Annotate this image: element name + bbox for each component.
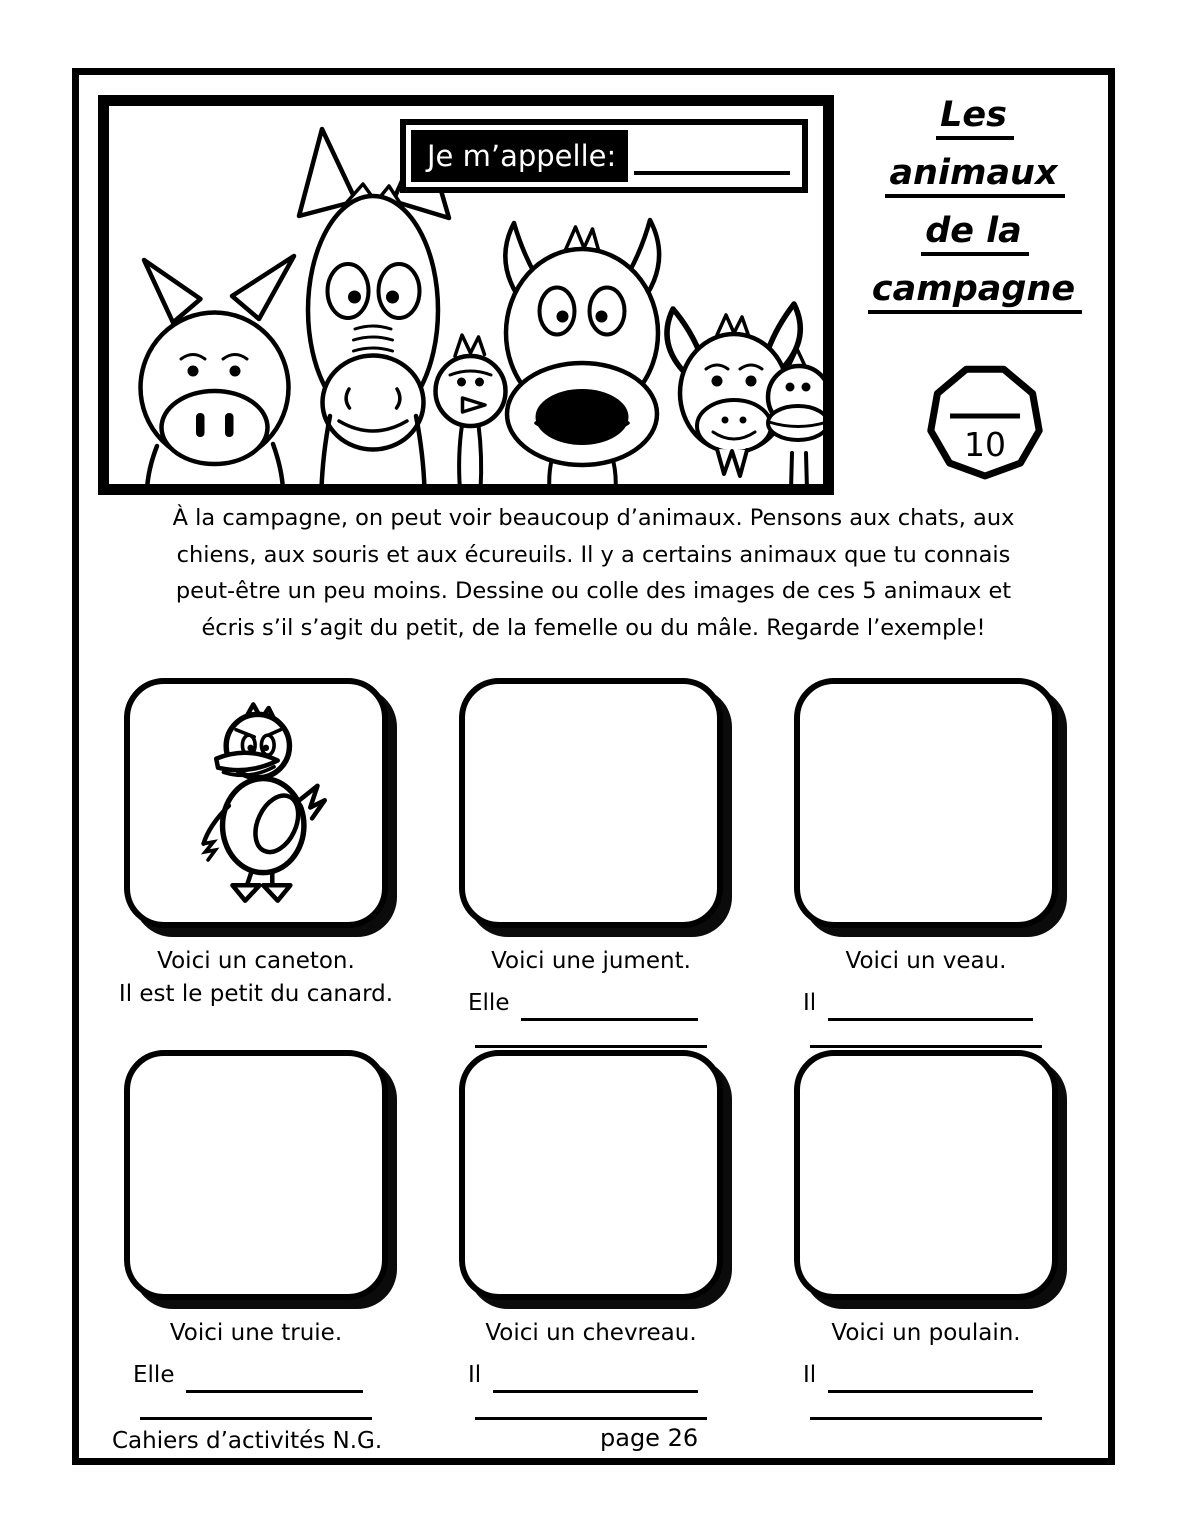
- card-caption: Voici un caneton.: [157, 948, 355, 974]
- drawing-box[interactable]: [459, 1050, 723, 1300]
- title-line: Les: [845, 86, 1105, 144]
- name-box: [400, 119, 808, 193]
- name-blank[interactable]: [634, 137, 790, 175]
- answer-blank-2[interactable]: [810, 1417, 1042, 1420]
- nonagon-icon: [923, 357, 1047, 485]
- pronoun-label: Il: [468, 1362, 482, 1389]
- name-label: Je m’appelle:: [411, 130, 628, 182]
- answer-blank-2[interactable]: [475, 1417, 707, 1420]
- activity-cell-caneton: [105, 678, 407, 1012]
- intro-paragraph: [105, 500, 1082, 647]
- footer-page-number: page 26: [600, 1424, 699, 1452]
- intro-line: peut-être un peu moins. Dessine ou colle des images de ces 5 animaux et: [175, 578, 1012, 605]
- intro-line: chiens, aux souris et aux écureuils. Il y a certains animaux que tu connais: [176, 541, 1011, 568]
- page-title: [845, 86, 1105, 318]
- answer-blank-1[interactable]: [828, 1366, 1033, 1393]
- drawing-box[interactable]: [124, 1050, 388, 1300]
- title-line: animaux: [845, 144, 1105, 202]
- pronoun-label: Elle: [468, 990, 510, 1017]
- card-caption: Voici une jument.: [491, 948, 691, 974]
- activity-cell-jument: [440, 678, 742, 1048]
- answer-blank-1[interactable]: [186, 1366, 363, 1393]
- activity-cell-chevreau: [440, 1050, 742, 1420]
- card-subcaption: Il est le petit du canard.: [118, 981, 394, 1008]
- drawing-box[interactable]: [794, 678, 1058, 928]
- answer-blank-2[interactable]: [810, 1045, 1042, 1048]
- answer-blank-1[interactable]: [828, 994, 1033, 1021]
- score-total: 10: [964, 425, 1006, 464]
- answer-blank-2[interactable]: [140, 1417, 372, 1420]
- cow-illustration: [505, 220, 659, 490]
- card-caption: Voici une truie.: [169, 1320, 343, 1346]
- pronoun-label: Il: [803, 1362, 817, 1389]
- answer-blank-2[interactable]: [475, 1045, 707, 1048]
- farm-animals-illustration: [98, 95, 834, 495]
- pronoun-label: Elle: [133, 1362, 175, 1389]
- activity-cell-veau: [775, 678, 1077, 1048]
- pronoun-label: Il: [803, 990, 817, 1017]
- card-caption: Voici un veau.: [845, 948, 1007, 974]
- answer-blank-1[interactable]: [521, 994, 698, 1021]
- card-caption: Voici un chevreau.: [485, 1320, 697, 1346]
- drawing-box[interactable]: [459, 678, 723, 928]
- activity-cell-poulain: [775, 1050, 1077, 1420]
- answer-blank-1[interactable]: [493, 1366, 698, 1393]
- drawing-box[interactable]: [794, 1050, 1058, 1300]
- intro-line: À la campagne, on peut voir beaucoup d’animaux. Pensons aux chats, aux: [172, 505, 1015, 531]
- duckling-illustration: [165, 699, 347, 907]
- example-box[interactable]: [124, 678, 388, 928]
- activity-cell-truie: [105, 1050, 407, 1420]
- intro-line: écris s’il s’agit du petit, de la femelle ou du mâle. Regarde l’exemple!: [201, 615, 986, 642]
- title-line: campagne: [845, 260, 1105, 318]
- footer-credit: Cahiers d’activités N.G.: [112, 1428, 383, 1454]
- card-caption: Voici un poulain.: [831, 1320, 1021, 1346]
- title-line: de la: [845, 202, 1105, 260]
- score-badge: [923, 357, 1047, 485]
